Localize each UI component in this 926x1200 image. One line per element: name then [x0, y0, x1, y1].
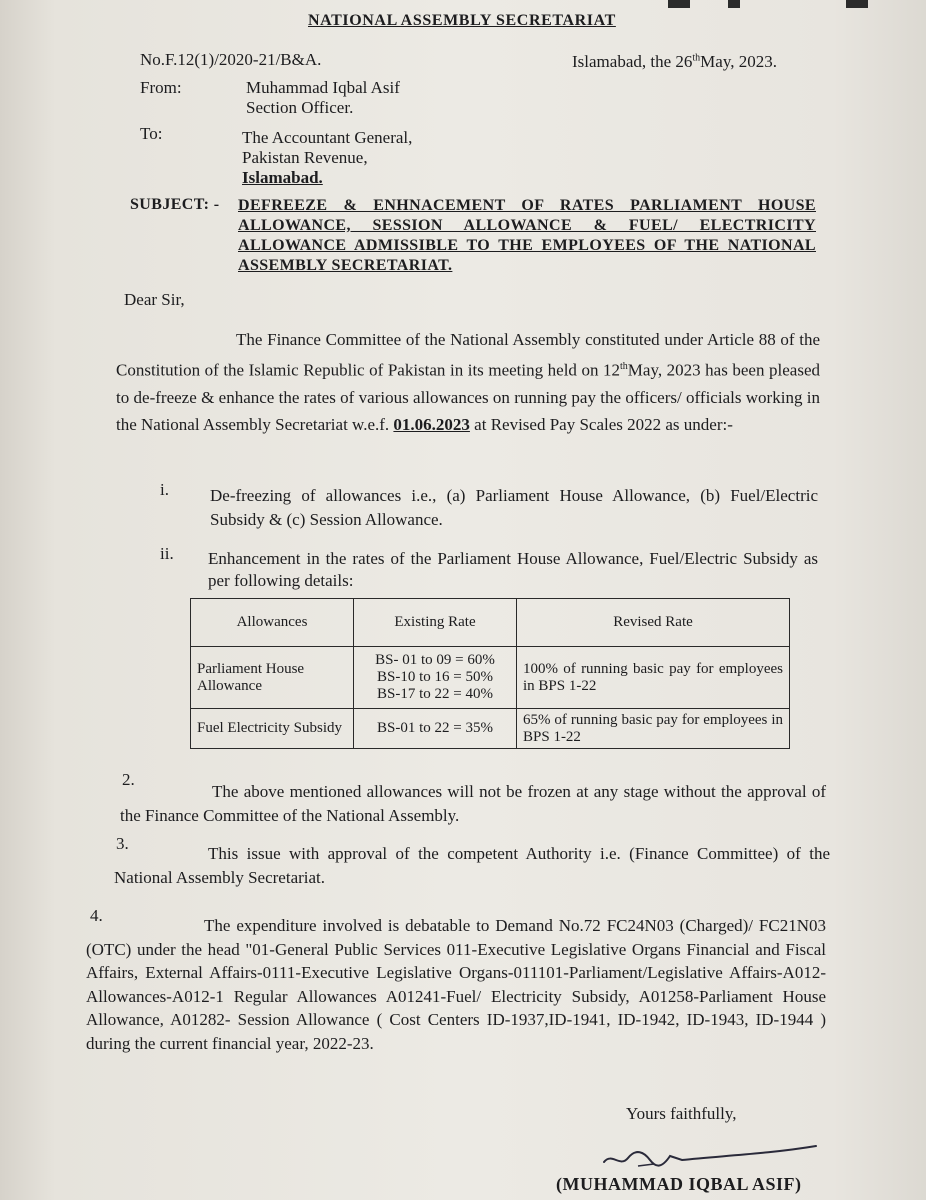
column-header: Revised Rate [517, 599, 790, 647]
existing-rate-line: BS-10 to 16 = 50% [377, 669, 493, 685]
table-header-row [191, 599, 790, 647]
table-row [191, 709, 790, 749]
paragraph-4-text: The expenditure involved is debatable to Demand No.72 FC24N03 (Charged)/ FC21N03 (OTC) under the head "01-General Public Services 011-Executive Legislative Organs Financial and Fiscal Affairs, External Affairs-0111-Executive Legislative Organs-011101-Parliament/Legislative Affairs-A012-Allowances-A012-1 Regular Allowances A01241-Fuel/ Electricity Subsidy, A01258-Parliament House Allowance, A01282- Session Allowance ( Cost Centers ID-1937,ID-1941, ID-1942, ID-1943, ID-1944 ) during the current financial year, 2022-23. [86, 916, 826, 1053]
revised-rate-cell: 65% of running basic pay for employees in BPS 1-22 [517, 709, 790, 749]
salutation: Dear Sir, [124, 290, 185, 309]
allowance-rates-table [190, 598, 790, 749]
sender-name: Muhammad Iqbal Asif [246, 78, 400, 97]
sender-designation: Section Officer. [246, 98, 354, 117]
paragraph-4-number: 4. [90, 906, 103, 925]
signature-scribble [598, 1138, 828, 1174]
existing-rate-cell [354, 709, 517, 749]
office-heading: NATIONAL ASSEMBLY SECRETARIAT [308, 12, 616, 29]
item-1-text: De-freezing of allowances i.e., (a) Parliament House Allowance, (b) Fuel/Electric Subsidy & (c) Session Allowance. [210, 486, 818, 529]
existing-rate-cell [354, 647, 517, 709]
item-2-text: Enhancement in the rates of the Parliament House Allowance, Fuel/Electric Subsidy as per following details: [208, 549, 818, 590]
page-edge-mark [846, 0, 868, 8]
paragraph-3-number: 3. [116, 834, 129, 853]
existing-rate-line: BS- 01 to 09 = 60% [375, 652, 495, 668]
paragraph-3-text: This issue with approval of the competent Authority i.e. (Finance Committee) of the National Assembly Secretariat. [114, 844, 830, 887]
item-1-number: i. [160, 480, 169, 499]
closing: Yours faithfully, [626, 1104, 737, 1123]
recipient-line-1: The Accountant General, [242, 128, 413, 147]
page-edge-mark [728, 0, 740, 8]
column-header: Existing Rate [354, 599, 517, 647]
existing-rate-line: BS-17 to 22 = 40% [377, 686, 493, 702]
page-edge-mark [668, 0, 690, 8]
allowance-name-cell: Parliament House Allowance [191, 647, 354, 709]
letter-date: Islamabad, the 26thMay, 2023. [572, 52, 777, 71]
existing-rate-line: BS-01 to 22 = 35% [377, 720, 493, 736]
signatory-name: (MUHAMMAD IQBAL ASIF) [556, 1174, 802, 1194]
paragraph-2-text: The above mentioned allowances will not be frozen at any stage without the approval of the Finance Committee of the National Assembly. [120, 782, 826, 825]
column-header: Allowances [191, 599, 354, 647]
table-row [191, 647, 790, 709]
subject-text: DEFREEZE & ENHNACEMENT OF RATES PARLIAMENT HOUSE ALLOWANCE, SESSION ALLOWANCE & FUEL/ ELECTRICITY ALLOWANCE ADMISSIBLE TO THE EMPLOYEES OF THE NATIONAL ASSEMBLY SECRETARIAT. [238, 197, 816, 274]
subject-label: SUBJECT: - [130, 196, 220, 213]
item-2-number: ii. [160, 544, 174, 563]
to-label: To: [140, 124, 163, 143]
paragraph-2-number: 2. [122, 770, 135, 789]
allowance-name-cell: Fuel Electricity Subsidy [191, 709, 354, 749]
recipient-line-2: Pakistan Revenue, [242, 148, 368, 167]
paragraph-1: The Finance Committee of the National Assembly constituted under Article 88 of the Constitution of the Islamic Republic of Pakistan in its meeting held on 12thMay, 2023 has been pleased to de-freeze & enhance the rates of various allowances on running pay the officers/ officials working in the National Assembly Secretariat w.e.f. 01.06.2023 at Revised Pay Scales 2022 as under:- [116, 330, 820, 434]
revised-rate-cell: 100% of running basic pay for employees in BPS 1-22 [517, 647, 790, 709]
reference-number: No.F.12(1)/2020-21/B&A. [140, 50, 322, 69]
recipient-line-3: Islamabad. [242, 168, 323, 187]
from-label: From: [140, 78, 182, 97]
